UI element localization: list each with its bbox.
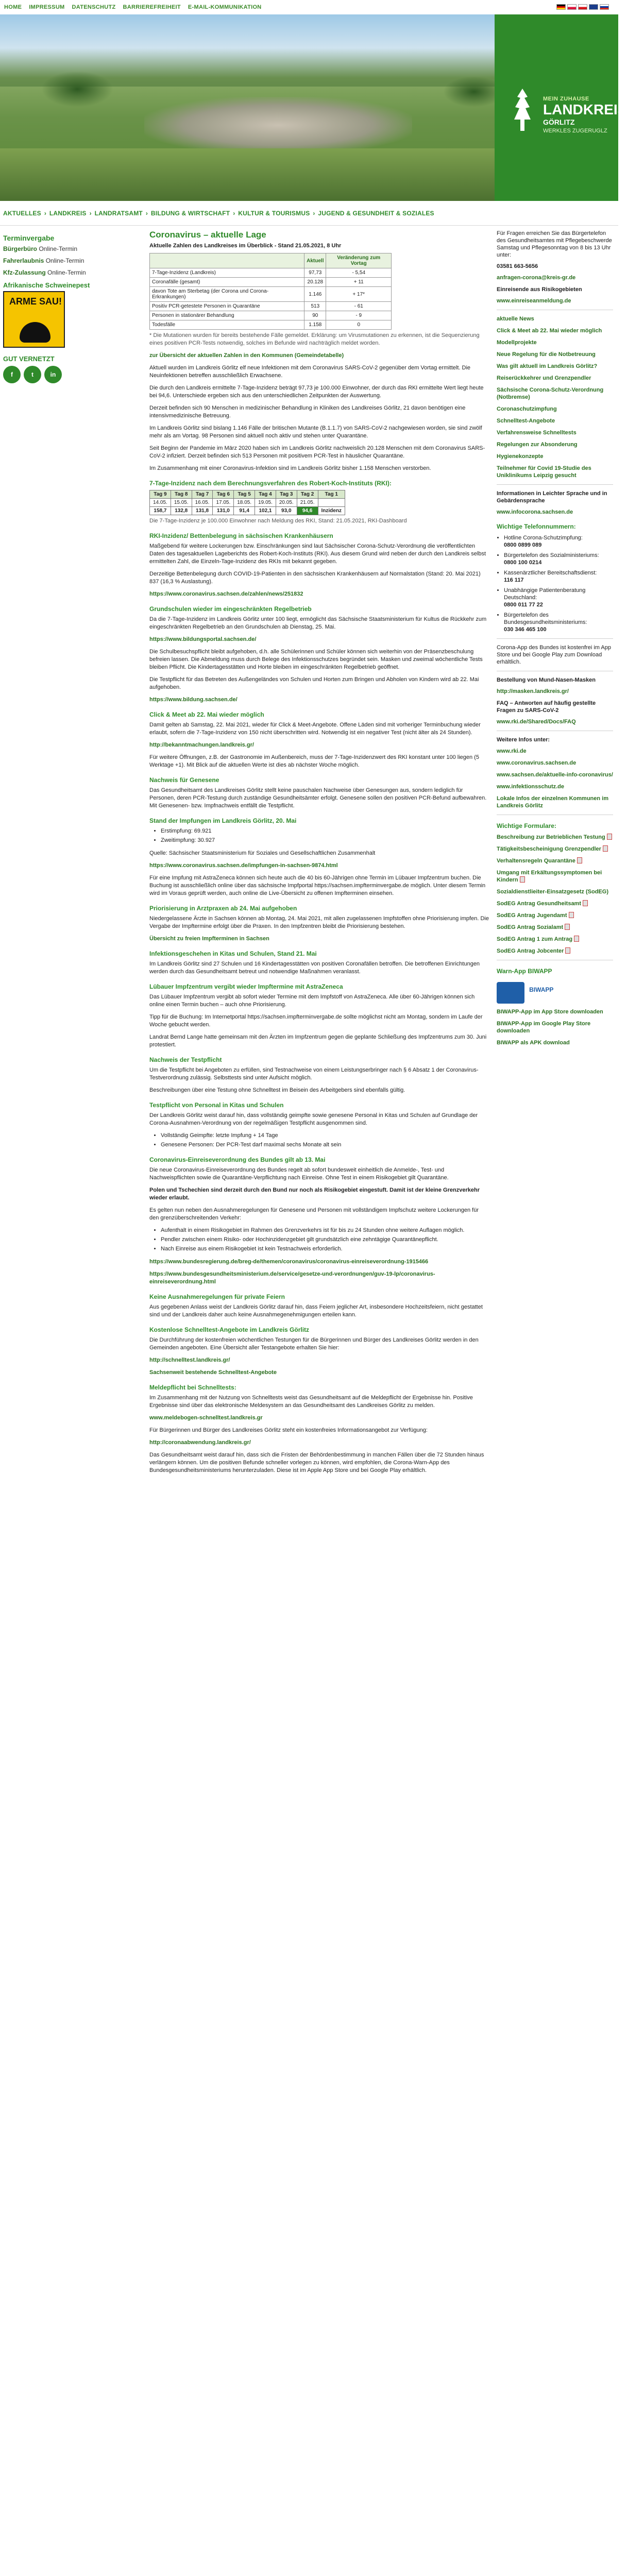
faq-link[interactable]: www.rki.de/Shared/Docs/FAQ	[497, 719, 576, 725]
paragraph: Derzeit befinden sich 90 Menschen in medizinischer Behandlung in Kliniken des Landkreises Görlitz, 21 davon benötigen eine intensivmedizinische Betreuung.	[149, 405, 466, 419]
logo-line-4: WERKLES ZUGERUGLZ	[543, 128, 607, 134]
top-link-home[interactable]: HOME	[4, 4, 22, 10]
warn-link[interactable]: BIWAPP als APK download	[497, 1040, 570, 1046]
sidebar-link[interactable]: aktuelle News	[497, 316, 534, 322]
biwapp-icon	[497, 982, 524, 1004]
tel-label: Bürgertelefon des Sozialministeriums:	[504, 552, 599, 558]
tel-phone: 030 346 465 100	[504, 626, 547, 633]
incidence-date: 17.05.	[213, 499, 234, 507]
stats-table	[149, 253, 392, 330]
sidebar-link[interactable]: Coronaschutzimpfung	[497, 406, 557, 412]
main-navigation	[0, 201, 618, 226]
landkreis-logo-icon	[507, 87, 538, 133]
paragraph: Für Bürgerinnen und Bürger des Landkreises Görlitz steht ein kostenfreies Informationsangebot zur Verfügung:	[149, 1427, 428, 1433]
tel-phone: 0800 0899 089	[504, 542, 542, 548]
stats-cell-label: 7-Tage-Inzidenz (Landkreis)	[150, 268, 304, 278]
nav-landratsamt[interactable]: LANDRATSAMT	[94, 209, 143, 217]
formular-link[interactable]: SodEG Antrag Gesundheitsamt	[497, 901, 582, 907]
table-row	[150, 302, 392, 311]
top-link-impressum[interactable]: IMPRESSUM	[29, 4, 65, 10]
impf-list	[149, 827, 489, 844]
list-item	[504, 612, 613, 633]
formular-item[interactable]	[497, 834, 613, 841]
polen-heading: Polen und Tschechien sind derzeit durch den Bund nur noch als Risikogebiet eingestuft. Damit ist der kleine Grenzverkehr wieder erlaubt.	[149, 1187, 480, 1201]
formular-link[interactable]: Sozialdienstlieiter-Einsatzgesetz (SodEG)	[497, 889, 608, 895]
stats-cell-label: Todesfälle	[150, 320, 304, 330]
incidence-table	[149, 490, 345, 515]
impf-link[interactable]	[149, 862, 489, 870]
formular-link[interactable]: Tätigkeitsbescheinigung Grenzpendler	[497, 846, 601, 852]
twitter-icon[interactable]: t	[24, 366, 41, 383]
incidence-head: Tag 2	[297, 490, 318, 499]
paragraph: Quelle: Sächsischer Staatsministerium für Soziales und Gesellschaftlichen Zusammenhalt	[149, 850, 376, 856]
weitere-link[interactable]: www.sachsen.de/aktuelle-info-coronavirus/	[497, 772, 613, 778]
page-title: Coronavirus – aktuelle Lage	[149, 230, 266, 240]
hotline-email[interactable]: anfragen-corona@kreis-gr.de	[497, 275, 576, 281]
incidence-value: 131,0	[213, 507, 234, 515]
pdf-icon	[574, 936, 579, 942]
section-heading: Testpflicht von Personal in Kitas und Schulen	[149, 1101, 284, 1109]
pdf-icon	[583, 900, 588, 906]
incidence-head: Tag 7	[192, 490, 213, 499]
tel-label: Hotline Corona-Schutzimpfung:	[504, 535, 583, 541]
weitere-title: Weitere Infos unter:	[497, 737, 550, 743]
nav-separator: ›	[44, 209, 46, 217]
paragraph: Landrat Bernd Lange hatte gemeinsam mit den Ärzten im Impfzentrum gegen die geplante Schließung des Impfzentrums zum 30. Juni protestiert.	[149, 1034, 487, 1048]
sidebar-link[interactable]: Regelungen zur Absonderung	[497, 442, 578, 448]
meld-link-text[interactable]: www.meldebogen-schnelltest.landkreis.gr	[149, 1415, 263, 1421]
formular-link[interactable]: SodEG Antrag 1 zum Antrag	[497, 936, 573, 942]
paragraph: Das Lübauer Impfzentrum vergibt ab sofort wieder Termine mit dem Impfstoff von AstraZeneca. Alle über 60-Jährigen können sich online einen Termin buchen – auch ohne Priorisierung.	[149, 994, 475, 1008]
termin-kfz[interactable]	[3, 269, 134, 276]
meld-link[interactable]	[149, 1414, 489, 1422]
sidebar-link[interactable]: Verfahrensweise Schnelltests	[497, 430, 577, 436]
nav-landkreis[interactable]: LANDKREIS	[49, 209, 87, 217]
hero-village	[144, 97, 412, 154]
list-item	[504, 587, 613, 608]
top-links	[4, 4, 262, 10]
sidebar-link[interactable]: Click & Meet ab 22. Mai wieder möglich	[497, 328, 602, 334]
incidence-head: Tag 8	[171, 490, 192, 499]
paragraph: Beschreibungen über eine Testung ohne Schnelltest im Beisein des Arbeitgebers sind ebenfalls gültig.	[149, 1087, 405, 1093]
formular-item[interactable]	[497, 888, 613, 895]
incidence-value-row	[150, 507, 345, 515]
hotline-intro: Für Fragen erreichen Sie das Bürgertelefon des Gesundheitsamtes mit Pflegebeschwerde Samstag und Pflegesonntag von 8 bis 13 Uhr unter:	[497, 230, 612, 258]
logo-text	[543, 96, 627, 134]
paragraph: Maßgebend für weitere Lockerungen bzw. Einschränkungen sind laut Sächsischer Corona-Schutz-Verordnung die veröffentlichten Daten des tagesaktuellen Lageberichts des Robert-Koch-Instituts (RKI). Aus diesem Grund wird neben der durch den Landkreis selbst ermittelten Zahl, die Einzeln-Tage-Inzidenz des RKIs mit bekannt gegeben.	[149, 543, 486, 565]
stats-cell-value: 97,73	[304, 268, 326, 278]
nav-separator: ›	[89, 209, 92, 217]
stats-cell-label: Positiv PCR-getestete Personen in Quarantäne	[150, 302, 304, 311]
section-heading: Nachweis der Testpflicht	[149, 1056, 222, 1063]
list-item: • Aufenthalt in einem Risikogebiet im Rahmen des Grenzverkehrs ist für bis zu 24 Stunden ohne weitere Auflagen möglich.	[161, 1227, 489, 1234]
stats-header	[150, 253, 304, 268]
list-item: • Pendler zwischen einem Risiko- oder Hochinzidenzgebiet gilt grundsätzlich eine zehntägige Quarantänepflicht.	[161, 1236, 489, 1244]
tel-phone: 0800 011 77 22	[504, 602, 543, 608]
social-icons	[3, 366, 134, 383]
armesau-banner[interactable]	[3, 291, 65, 348]
warn-link[interactable]: BIWAPP-App im Google Play Store downloaden	[497, 1021, 591, 1034]
warn-link[interactable]: BIWAPP-App im App Store downloaden	[497, 1009, 603, 1015]
incidence-date: 14.05.	[150, 499, 171, 507]
list-item: • Nach Einreise aus einem Risikogebiet ist kein Testnachweis erforderlich.	[161, 1245, 489, 1253]
stats-cell-value: 1.158	[304, 320, 326, 330]
right-sidebar	[489, 230, 618, 1479]
kita-link[interactable]	[149, 696, 489, 704]
stats-header: Aktuell	[304, 253, 326, 268]
prio-link[interactable]	[149, 935, 489, 943]
list-item: • Erstimpfung: 69.921	[161, 827, 489, 835]
sidebar-link[interactable]: Sächsische Corona-Schutz-Verordnung (Notbremse)	[497, 387, 604, 400]
incidence-date: 21.05.	[297, 499, 318, 507]
pig-icon	[20, 322, 50, 343]
paragraph: Die Testpflicht für das Betreten des Außengeländes von Schulen und Horten zum Bringen und Abholen von Kindern wird ab 22. Mai aufgehoben.	[149, 676, 479, 690]
incidence-date: 20.05.	[276, 499, 297, 507]
incidence-note: Die 7-Tage-Inzidenz je 100.000 Einwohner nach Meldung des RKI, Stand: 21.05.2021, RKI-Dashboard	[149, 518, 407, 524]
sidebar-link[interactable]: Modellprojekte	[497, 340, 537, 346]
section-heading: Click & Meet ab 22. Mai wieder möglich	[149, 711, 264, 718]
termin-tail: Online-Termin	[45, 269, 86, 276]
tel-list	[497, 534, 613, 633]
main-content	[134, 230, 489, 1479]
paragraph: Niedergelassene Ärzte in Sachsen können ab Montag, 24. Mai 2021, mit allen zugelassenen Impfstoffen ohne Priorisierung impfen. Die Vergabe der Impftermine erfolgt über die Praxen. In den Impfzentren bleibt die Priorisierung bestehen.	[149, 916, 489, 929]
stats-cell-change: + 17*	[326, 287, 392, 302]
hero-banner	[0, 14, 627, 201]
bund-link-2-text[interactable]: https://www.bundesgesundheitsministerium.de/service/gesetze-und-verordnungen/guv-19-lp/coronavirus-einreiseverordnung.html	[149, 1271, 435, 1285]
stats-subtitle: Aktuelle Zahlen des Landkreises im Überblick - Stand 21.05.2021, 8 Uhr	[149, 243, 342, 249]
incidence-value: 94,6	[297, 507, 318, 515]
tel-label: Kassenärztlicher Bereitschaftsdienst:	[504, 570, 597, 576]
bund-link-text[interactable]: https://www.bundesregierung.de/breg-de/themen/coronavirus/coronavirus-einreiseverordnung-1915466	[149, 1259, 429, 1265]
weitere-link[interactable]: www.rki.de	[497, 748, 527, 754]
termin-title: Terminvergabe	[3, 234, 55, 242]
table-row	[150, 278, 392, 287]
click-link[interactable]	[149, 741, 489, 749]
armesau-text: ARME SAU!	[9, 296, 62, 307]
paragraph: Das Gesundheitsamt des Landkreises Görlitz stellt keine pauschalen Nachweise über Genesungen aus, sondern lediglich für Personen, deren PCR-Testung durch zuständige Gesundheitsämter erfolgt. Genesene sollen den positiven PCR-Befund aufbewahren. Mit Genesenen- bzw. Impfnachweis entfällt die Testpflicht.	[149, 787, 487, 809]
gut-vernetzt-title: GUT VERNETZT	[3, 355, 55, 363]
flag-cz-icon[interactable]	[578, 4, 587, 10]
weitere-link[interactable]: www.infektionsschutz.de	[497, 784, 564, 790]
tel-label: Unabhängige Patientenberatung Deutschland:	[504, 587, 586, 601]
impf-link-text[interactable]: https://www.coronavirus.sachsen.de/impfungen-in-sachsen-9874.html	[149, 862, 338, 869]
list-item	[504, 534, 613, 549]
pdf-icon	[577, 857, 582, 863]
incidence-head: Tag 1	[318, 490, 345, 499]
section-heading: Meldepflicht bei Schnelltests:	[149, 1384, 236, 1391]
table-row	[150, 320, 392, 330]
paragraph: Aus gegebenen Anlass weist der Landkreis Görlitz darauf hin, dass Feiern jeglicher Art, insbesondere Hochzeitsfeiern, nicht gestattet sind und der Landkreis daher auch keine Ausnahmegenehmigungen erteilen kann.	[149, 1304, 483, 1318]
incidence-value: 102,1	[255, 507, 276, 515]
incidence-date: 19.05.	[255, 499, 276, 507]
list-item: • Genesene Personen: Der PCR-Test darf maximal sechs Monate alt sein	[161, 1141, 489, 1149]
kita-link-text[interactable]: https://www.bildung.sachsen.de/	[149, 697, 238, 703]
sidebar-link[interactable]: Hygienekonzepte	[497, 453, 544, 460]
logo-line-3: GÖRLITZ	[543, 118, 575, 126]
einreise-link[interactable]: www.einreiseanmeldung.de	[497, 298, 571, 304]
formular-link[interactable]: SodEG Antrag Jugendamt	[497, 912, 567, 919]
bund-link[interactable]	[149, 1258, 489, 1266]
incidence-date: 16.05.	[192, 499, 213, 507]
paragraph: Im Zusammenhang mit einer Coronavirus-Infektion sind im Landkreis Görlitz bisher 1.158 Menschen verstorben.	[149, 465, 431, 471]
polen-list	[149, 1227, 489, 1253]
tel-phone: 0800 100 0214	[504, 560, 542, 566]
section-heading: RKI-Inzidenz/ Bettenbelegung in sächsischen Krankenhäusern	[149, 532, 333, 539]
hotline-phone: 03581 663-5656	[497, 263, 538, 269]
paragraph: Damit gelten ab Samstag, 22. Mai 2021, wieder für Click & Meet-Angebote. Offene Läden sind mit vorheriger Terminbuchung wieder erlaubt, sofern die 7-Tage-Inzidenz von 150 nicht überschritten wird. Notwendig ist ein negativer Test (nicht älter als 24 Stunden).	[149, 722, 481, 736]
schnelltest-link-text[interactable]: http://schnelltest.landkreis.gr/	[149, 1357, 230, 1363]
testk-list	[149, 1132, 489, 1149]
biwapp-logo[interactable]	[497, 979, 613, 1008]
stats-cell-value: 20.128	[304, 278, 326, 287]
termin-fahrerlaubnis-label[interactable]: Fahrerlaubnis	[3, 257, 44, 264]
corona-link-text[interactable]: http://coronaabwendung.landkreis.gr/	[149, 1439, 251, 1446]
incidence-value: 91,4	[234, 507, 255, 515]
facebook-icon[interactable]: f	[3, 366, 21, 383]
incidence-head: Tag 4	[255, 490, 276, 499]
incidence-head: Tag 3	[276, 490, 297, 499]
prio-link-text[interactable]: Übersicht zu freien Impfterminen in Sachsen	[149, 936, 269, 942]
weitere-link[interactable]: www.coronavirus.sachsen.de	[497, 760, 577, 766]
flag-ru-icon[interactable]	[600, 4, 609, 10]
paragraph: Da die 7-Tage-Inzidenz im Landkreis Görlitz unter 100 liegt, ermöglicht das Sächsische Staatsministerium für Kultus die Rückkehr zum eingeschränkten Regelbetrieb an den Grundschulen ab Dienstag, 25. Mai.	[149, 616, 487, 630]
stats-header-row	[150, 253, 392, 268]
flag-pl-icon[interactable]	[567, 4, 577, 10]
paragraph: Der Landkreis Görlitz weist darauf hin, dass vollständig geimpfte sowie genesene Personal in Kitas und Schulen auf Grundlage der Corona-Ausnahmen-Verordnung von der regelmäßigen Testpflicht ausgenommen sind.	[149, 1112, 478, 1126]
incidence-value: 158,7	[150, 507, 171, 515]
left-sidebar	[0, 230, 134, 1479]
nav-separator: ›	[233, 209, 235, 217]
formular-item[interactable]	[497, 912, 613, 919]
incidence-head: Tag 9	[150, 490, 171, 499]
formular-item[interactable]	[497, 845, 613, 853]
top-bar	[0, 0, 618, 14]
section-heading: Coronavirus-Einreiseverordnung des Bundes gilt ab 13. Mai	[149, 1156, 326, 1163]
nav-separator: ›	[313, 209, 315, 217]
incidence-head: Tag 5	[234, 490, 255, 499]
instagram-icon[interactable]: in	[44, 366, 62, 383]
paragraph: Die Durchführung der kostenfreien wöchentlichen Testungen für die Bürgerinnen und Bürger des Landkreises Görlitz werden in den Gemeinden angeboten. Eine Übersicht aller Testangebote erhalten Sie hier:	[149, 1337, 479, 1351]
pdf-icon	[565, 924, 570, 930]
incidence-value: 132,8	[171, 507, 192, 515]
formular-item[interactable]	[497, 936, 613, 943]
section-heading: Stand der Impfungen im Landkreis Görlitz, 20. Mai	[149, 817, 297, 824]
paragraph: Im Landkreis Görlitz sind bislang 1.146 Fälle der britischen Mutante (B.1.1.7) von SARS-CoV-2 nachgewiesen worden, sie sind zwölf mehr als am Vortag. 98 Personen sind aktuell noch aktiv und stehen unter Quarantäne.	[149, 425, 482, 439]
incidence-value: 131,8	[192, 507, 213, 515]
table-row	[150, 268, 392, 278]
termin-tail: Online-Termin	[37, 245, 78, 252]
asp-heading[interactable]: Afrikanische Schweinepest	[3, 281, 90, 289]
sidebar-link[interactable]: Neue Regelung für die Notbetreuung	[497, 351, 596, 358]
top-link-barrierefreiheit[interactable]: BARRIEREFREIHEIT	[123, 4, 181, 10]
sachsenweit-link[interactable]	[149, 1369, 489, 1377]
paragraph: Die neue Coronavirus-Einreiseverordnung des Bundes regelt ab sofort bundesweit einheitlich die Anmelde-, Test- und Nachweispflichten sowie die Quarantäne-Verpflichtung nach Einreise. Ohne Test in einem Risikogebiet gilt Quarantäne.	[149, 1167, 449, 1181]
formulare-title: Wichtige Formulare:	[497, 822, 556, 829]
tel-label: Bürgertelefon des Bundesgesundheitsministeriums:	[504, 612, 587, 625]
table-row	[150, 311, 392, 320]
divider	[497, 638, 613, 639]
section-heading: Nachweis für Genesene	[149, 776, 219, 784]
formular-link[interactable]: Umgang mit Erkältungssymptomen bei Kindern	[497, 870, 602, 883]
stats-cell-change: + 11	[326, 278, 392, 287]
termin-buergerbuero-label[interactable]: Bürgerbüro	[3, 245, 37, 252]
lokale-link[interactable]: Lokale Infos der einzelnen Kommunen im Landkreis Görlitz	[497, 795, 608, 809]
pdf-icon	[565, 947, 570, 954]
stats-cell-change: - 9	[326, 311, 392, 320]
pdf-icon	[607, 834, 612, 840]
section-heading: Infektionsgeschehen in Kitas und Schulen, Stand 21. Mai	[149, 950, 317, 957]
top-link-email[interactable]: E-MAIL-KOMMUNIKATION	[188, 4, 262, 10]
pdf-icon	[520, 876, 525, 883]
rki-link[interactable]	[149, 590, 489, 598]
sachsenweit-link-text[interactable]: Sachsenweit bestehende Schnelltest-Angebote	[149, 1369, 277, 1376]
incidence-date	[318, 499, 345, 507]
section-heading: Keine Ausnahmeregelungen für private Feiern	[149, 1293, 285, 1300]
incidence-value: Inzidenz	[318, 507, 345, 515]
formular-link[interactable]: Verhaltensregeln Quarantäne	[497, 858, 575, 864]
pdf-icon	[603, 845, 608, 852]
formular-item[interactable]	[497, 857, 613, 865]
info-link[interactable]: www.infocorona.sachsen.de	[497, 509, 573, 515]
formular-item[interactable]	[497, 924, 613, 931]
paragraph: Es gelten nun neben den Ausnahmeregelungen für Genesene und Personen mit vollständigem Impfschutz weitere Lockerungen für den grenzüberschreitenden Verkehr:	[149, 1207, 479, 1221]
language-flags	[556, 4, 609, 10]
landkreis-logo[interactable]	[495, 14, 627, 201]
table-row	[150, 287, 392, 302]
page-layout	[0, 226, 618, 1479]
paragraph: Die Schulbesuchspflicht bleibt aufgehoben, d.h. alle Schülerinnen und Schüler können sich weiterhin von der Präsenzbeschulung befreien lassen. Die Abmeldung muss durch Belege des Infektionsschutzes begründet sein. Masken und zweimal wöchentliche Tests bleiben Pflicht. Die Kindertagesstätten und Horte bleiben im eingeschränkten Regelbetrieb geöffnet.	[149, 649, 483, 670]
termin-fahrerlaubnis[interactable]	[3, 257, 134, 264]
tel-phone: 116 117	[504, 577, 524, 583]
formular-item[interactable]	[497, 900, 613, 907]
sidebar-link[interactable]: Reiserückkehrer und Grenzpendler	[497, 375, 591, 381]
formular-link[interactable]: SodEG Antrag Jobcenter	[497, 948, 564, 954]
section-heading: Grundschulen wieder im eingeschränkten Regelbetrieb	[149, 605, 312, 613]
stats-note: * Die Mutationen wurden für bereits bestehende Fälle gemeldet. Erklärung: um Virusmutationen zu erkennen, ist die Sequenzierung eines positiven PCR-Tests notwendig, solches im Befunde wird nachträglich meldet worden.	[149, 332, 480, 346]
list-item: • Zweitimpfung: 30.927	[161, 837, 489, 844]
list-item	[504, 569, 613, 584]
stats-cell-change: - 61	[326, 302, 392, 311]
schools-link[interactable]	[149, 636, 489, 643]
pdf-icon	[569, 912, 574, 918]
section-heading: Lübauer Impfzentrum vergibt wieder Impftermine mit AstraZeneca	[149, 983, 343, 990]
stats-cell-label: Personen in stationärer Behandlung	[150, 311, 304, 320]
incidence-value: 93,0	[276, 507, 297, 515]
paragraph: Im Zusammenhang mit der Nutzung von Schnelltests weist das Gesundheitsamt auf die Meldepflicht der Ergebnisse hin. Positive Ergebnisse sind über das elektronische Meldesystem an das Gesundheitsamt des Landkreises Görlitz zu melden.	[149, 1395, 473, 1409]
termin-buergerbuero[interactable]	[3, 245, 134, 252]
info-title: Informationen in Leichter Sprache und in Gebärdensprache	[497, 490, 607, 504]
section-heading: Kostenlose Schnelltest-Angebote im Landkreis Görlitz	[149, 1326, 310, 1333]
incidence-date: 18.05.	[234, 499, 255, 507]
incidence-head: Tag 6	[213, 490, 234, 499]
mund-title: Bestellung von Mund-Nasen-Masken	[497, 677, 596, 683]
paragraph: Seit Beginn der Pandemie im März 2020 haben sich im Landkreis Görlitz nachweislich 20.128 Menschen mit dem Coronavirus SARS-CoV-2 infiziert. Derzeit befinden sich 513 Personen mit positivem PCR-Test in häuslicher Quarantäne.	[149, 445, 485, 459]
stats-header: Veränderung zum Vortag	[326, 253, 392, 268]
list-item: • Vollständig Geimpfte: letzte Impfung + 14 Tage	[161, 1132, 489, 1140]
flag-de-icon[interactable]	[556, 4, 566, 10]
section-heading: Priorisierung in Arztpraxen ab 24. Mai aufgehoben	[149, 905, 297, 912]
termin-tail: Online-Termin	[44, 257, 84, 264]
paragraph: Um die Testpflicht bei Angeboten zu erfüllen, sind Testnachweise von einem Leistungserbringer nach § 6 Absatz 1 der Coronavirus-Testverordnung zulässig. Selbsttests sind unter Aufsicht möglich.	[149, 1067, 479, 1081]
divider	[497, 484, 613, 485]
incidence-date-row	[150, 499, 345, 507]
stats-cell-change: - 5,54	[326, 268, 392, 278]
incidence-date: 15.05.	[171, 499, 192, 507]
faq-title: FAQ – Antworten auf häufig gestellte Fragen zu SARS-CoV-2	[497, 700, 596, 714]
paragraph: Im Landkreis Görlitz sind 27 Schulen und 16 Kindertagesstätten von positiven Coronafällen betroffen. Die betroffenen Einrichtungen werden durch das Gesundheitsamt betreut und notwendige Maßnahmen veranlasst.	[149, 961, 480, 975]
paragraph: Für eine Impfung mit AstraZeneca können sich heute auch die 40 bis 60-Jährigen ohne Termin im Lübauer Impfzentrum buchen. Die Buchung ist ausschließlich online über das sächsische Impfportal https://sachsen.impfterminvergabe.de möglich. Unter diesem Termin wird im Voraus geprüft werden, auch online die Live-Übersicht zu offenen Impfterminen einsehen.	[149, 875, 486, 896]
list-item	[504, 552, 613, 566]
paragraph: Tipp für die Buchung: Im Internetportal https://sachsen.impfterminvergabe.de sollte möglichst nicht am Montag, sondern im Laufe der Woche gebucht werden.	[149, 1014, 483, 1028]
nav-aktuelles[interactable]: AKTUELLES	[3, 209, 41, 217]
paragraph: Aktuell wurden im Landkreis Görlitz elf neue Infektionen mit dem Coronavirus SARS-CoV-2 gegenüber dem Vortag ermittelt. Die Neuinfektionen betreffen ausschließlich Erwachsene.	[149, 365, 471, 379]
logo-line-2: LANDKREIS	[543, 101, 627, 117]
paragraph: Derzeitige Bettenbelegung durch COVID-19-Patienten in den sächsischen Krankenhäusern auf Normalstation (Stand: 20. Mai 2021) 837 (16,3 % Auslastung).	[149, 571, 481, 585]
nav-separator: ›	[145, 209, 148, 217]
corona-link[interactable]	[149, 1439, 489, 1447]
paragraph: Für weitere Öffnungen, z.B. der Gastronomie im Außenbereich, muss der 7-Tage-Inzidenzwert des RKI konstant unter 100 liegen (5 Werktage +1). Mit Blick auf die aktuellen Werte ist dies ab nächster Woche möglich.	[149, 754, 479, 768]
mund-link[interactable]: http://masken.landkreis.gr/	[497, 688, 569, 694]
formular-item[interactable]	[497, 947, 613, 955]
biwapp-label: BIWAPP	[529, 986, 554, 993]
termin-kfz-label[interactable]: Kfz-Zulassung	[3, 269, 46, 276]
sidebar-link[interactable]: Teilnehmer für Covid 19-Studie des Uniklinikums Leipzig gesucht	[497, 465, 591, 479]
hero-trees	[41, 71, 113, 107]
formular-link[interactable]: Beschreibung zur Betrieblichen Testung	[497, 834, 605, 840]
einreise-label: Einreisende aus Risikogebieten	[497, 286, 582, 293]
stats-cell-label: davon Tote am Sterbetag (der Corona und Corona-Erkrankungen)	[150, 287, 304, 302]
stats-cell-value: 90	[304, 311, 326, 320]
paragraph: Das Gesundheitsamt weist darauf hin, dass sich die Fristen der Behördenbestimmung in manchen Fällen über die 72 Stunden hinaus verlängern können. Um die positiven Befunde schneller vorlegen zu können, wird empfohlen, die Corona-Warn-App des Bundesgesundheitsministeriums herunterzuladen. Diese ist im Apple App Store und bei Google Play erhältlich.	[149, 1452, 484, 1473]
tel-title: Wichtige Telefonnummern:	[497, 523, 576, 530]
app-text: Corona-App des Bundes ist kostenfrei im App Store und bei Google Play zum Download erhältlich.	[497, 645, 611, 665]
sidebar-link[interactable]: Schnelltest-Angebote	[497, 418, 555, 424]
stats-cell-change: 0	[326, 320, 392, 330]
formular-link[interactable]: SodEG Antrag Sozialamt	[497, 924, 564, 930]
click-link-text[interactable]: http://bekanntmachungen.landkreis.gr/	[149, 742, 254, 748]
top-link-datenschutz[interactable]: DATENSCHUTZ	[72, 4, 116, 10]
overview-link[interactable]	[149, 352, 489, 360]
formular-item[interactable]	[497, 869, 613, 884]
nav-kultur[interactable]: KULTUR & TOURISMUS	[238, 209, 310, 217]
sidebar-link[interactable]: Was gilt aktuell im Landkreis Görlitz?	[497, 363, 598, 369]
paragraph: Die durch den Landkreis ermittelte 7-Tage-Inzidenz beträgt 97,73 je 100.000 Einwohner, der durch das RKI ermittelte Wert liegt heute bei 94,6. Unterschiede ergeben sich aus den unterschiedlichen Zeitpunkten der Auswertung.	[149, 385, 484, 399]
schools-link-text[interactable]: https://www.bildungsportal.sachsen.de/	[149, 636, 257, 642]
incidence-title: 7-Tage-Inzidenz nach dem Berechnungsverfahren des Robert-Koch-Instituts (RKI):	[149, 480, 392, 487]
incidence-head-row	[150, 490, 345, 499]
flag-en-icon[interactable]	[589, 4, 598, 10]
stats-cell-value: 513	[304, 302, 326, 311]
overview-link-text[interactable]: zur Übersicht der aktuellen Zahlen in den Kommunen (Gemeindetabelle)	[149, 352, 344, 359]
stats-cell-value: 1.146	[304, 287, 326, 302]
nav-jugend[interactable]: JUGEND & GESUNDHEIT & SOZIALES	[318, 209, 434, 217]
nav-bildung[interactable]: BILDUNG & WIRTSCHAFT	[150, 209, 230, 217]
warn-title: Warn-App BIWAPP	[497, 968, 552, 975]
logo-line-1: MEIN ZUHAUSE	[543, 96, 589, 102]
bund-link-2[interactable]	[149, 1270, 489, 1286]
schnelltest-link[interactable]	[149, 1357, 489, 1364]
rki-link-text[interactable]: https://www.coronavirus.sachsen.de/zahlen/news/251832	[149, 591, 303, 597]
stats-cell-label: Coronafälle (gesamt)	[150, 278, 304, 287]
